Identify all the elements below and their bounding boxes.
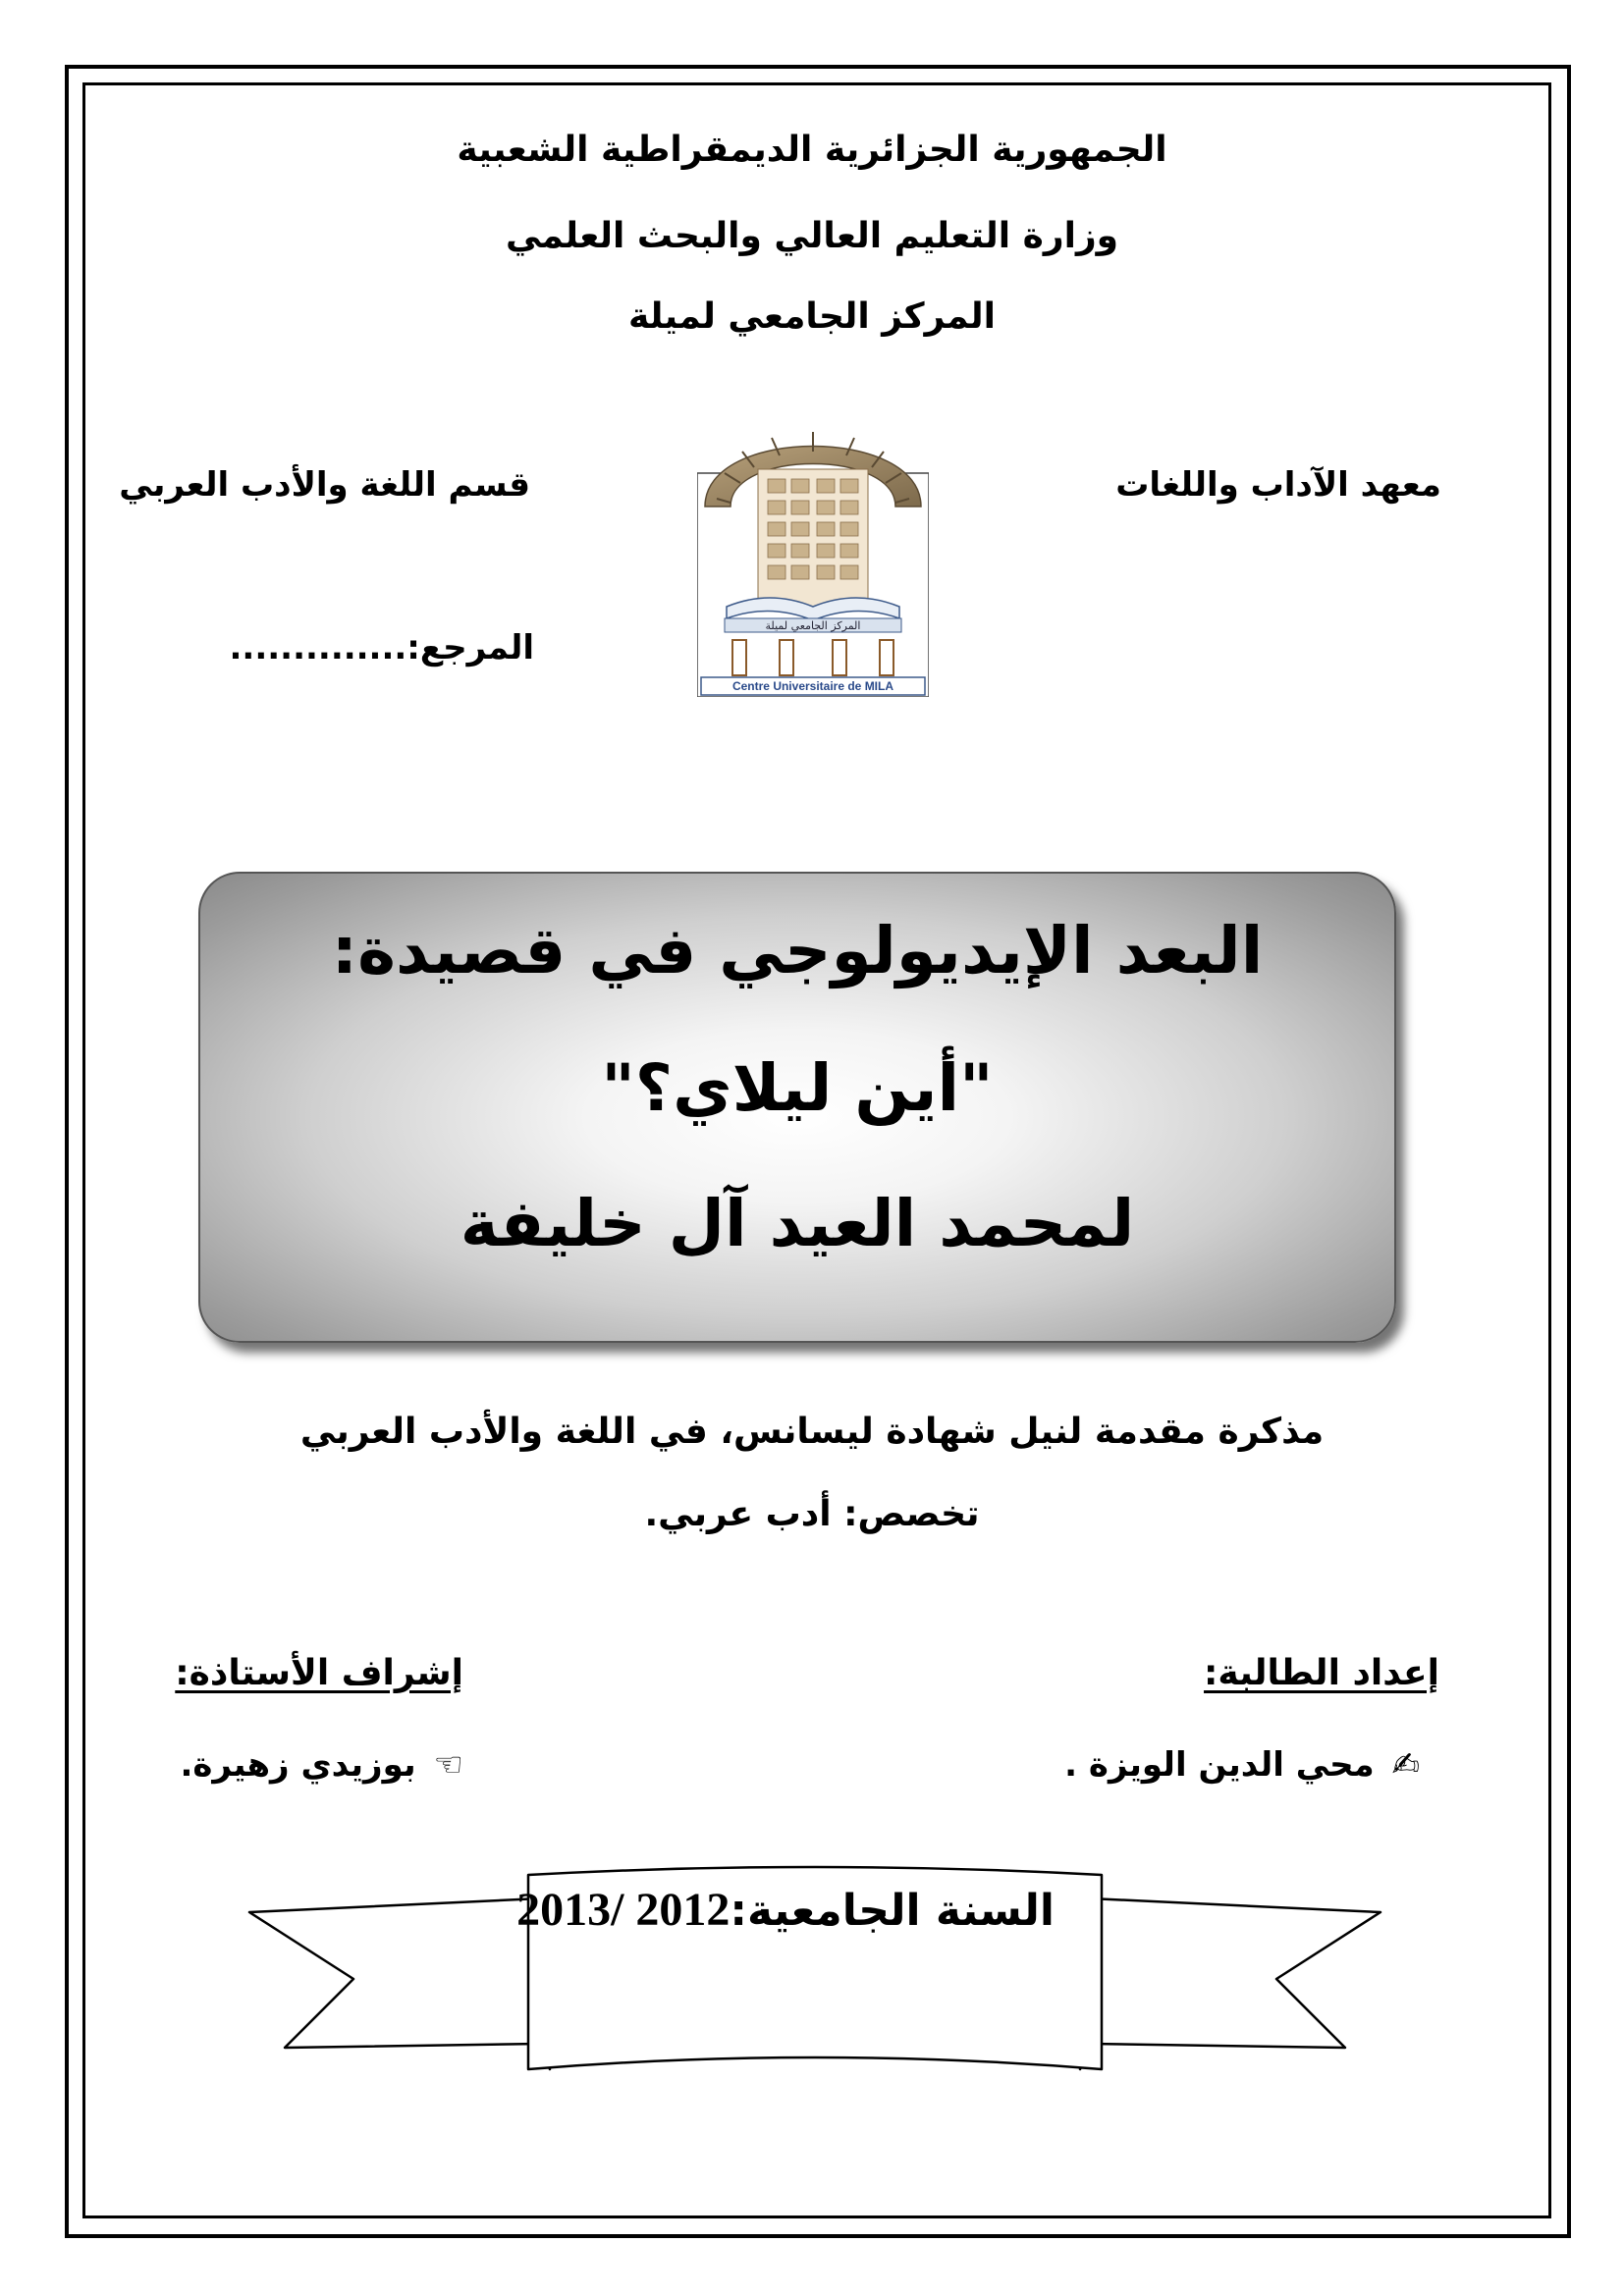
reference-field: المرجع:..............	[229, 628, 534, 667]
title-line-1: البعد الإيديولوجي في قصيدة:	[331, 913, 1264, 988]
republic-name: الجمهورية الجزائرية الديمقراطية الشعبية	[457, 130, 1167, 170]
university-logo	[697, 397, 929, 697]
supervisor-name-line	[180, 1745, 463, 1785]
logo-caption: Centre Universitaire de MILA	[731, 679, 894, 693]
title-box	[198, 872, 1396, 1343]
department-name: قسم اللغة والأدب العربي	[119, 465, 530, 505]
academic-year-label: السنة الجامعية:	[730, 1886, 1055, 1936]
university-name: المركز الجامعي لميلة	[627, 296, 996, 337]
pointing-hand-icon: ☜	[433, 1745, 463, 1785]
preparation-label: إعداد الطالبة:	[1204, 1653, 1439, 1693]
student-name: محي الدين الويزة .	[1064, 1745, 1375, 1785]
thesis-statement: مذكرة مقدمة لنيل شهادة ليسانس، في اللغة والأدب العربي	[299, 1412, 1325, 1452]
title-line-2: "أين ليلاي؟"	[601, 1050, 994, 1126]
title-line-3: لمحمد العيد آل خليفة	[460, 1186, 1135, 1261]
supervision-label: إشراف الأستاذة:	[175, 1653, 463, 1693]
supervisor-name: بوزيدي زهيرة.	[180, 1745, 416, 1785]
institute-name: معهد الآداب واللغات	[1115, 465, 1441, 505]
academic-year	[511, 1883, 1060, 1937]
ministry-name: وزارة التعليم العالي والبحث العلمي	[505, 216, 1119, 256]
logo-arabic-text: المركز الجامعي لميلة	[765, 619, 861, 632]
pen-icon: ✍	[1391, 1745, 1420, 1785]
specialty: تخصص: أدب عربي.	[644, 1494, 980, 1534]
academic-year-value: 2012 /2013	[516, 1884, 731, 1936]
student-name-line	[1064, 1745, 1420, 1785]
